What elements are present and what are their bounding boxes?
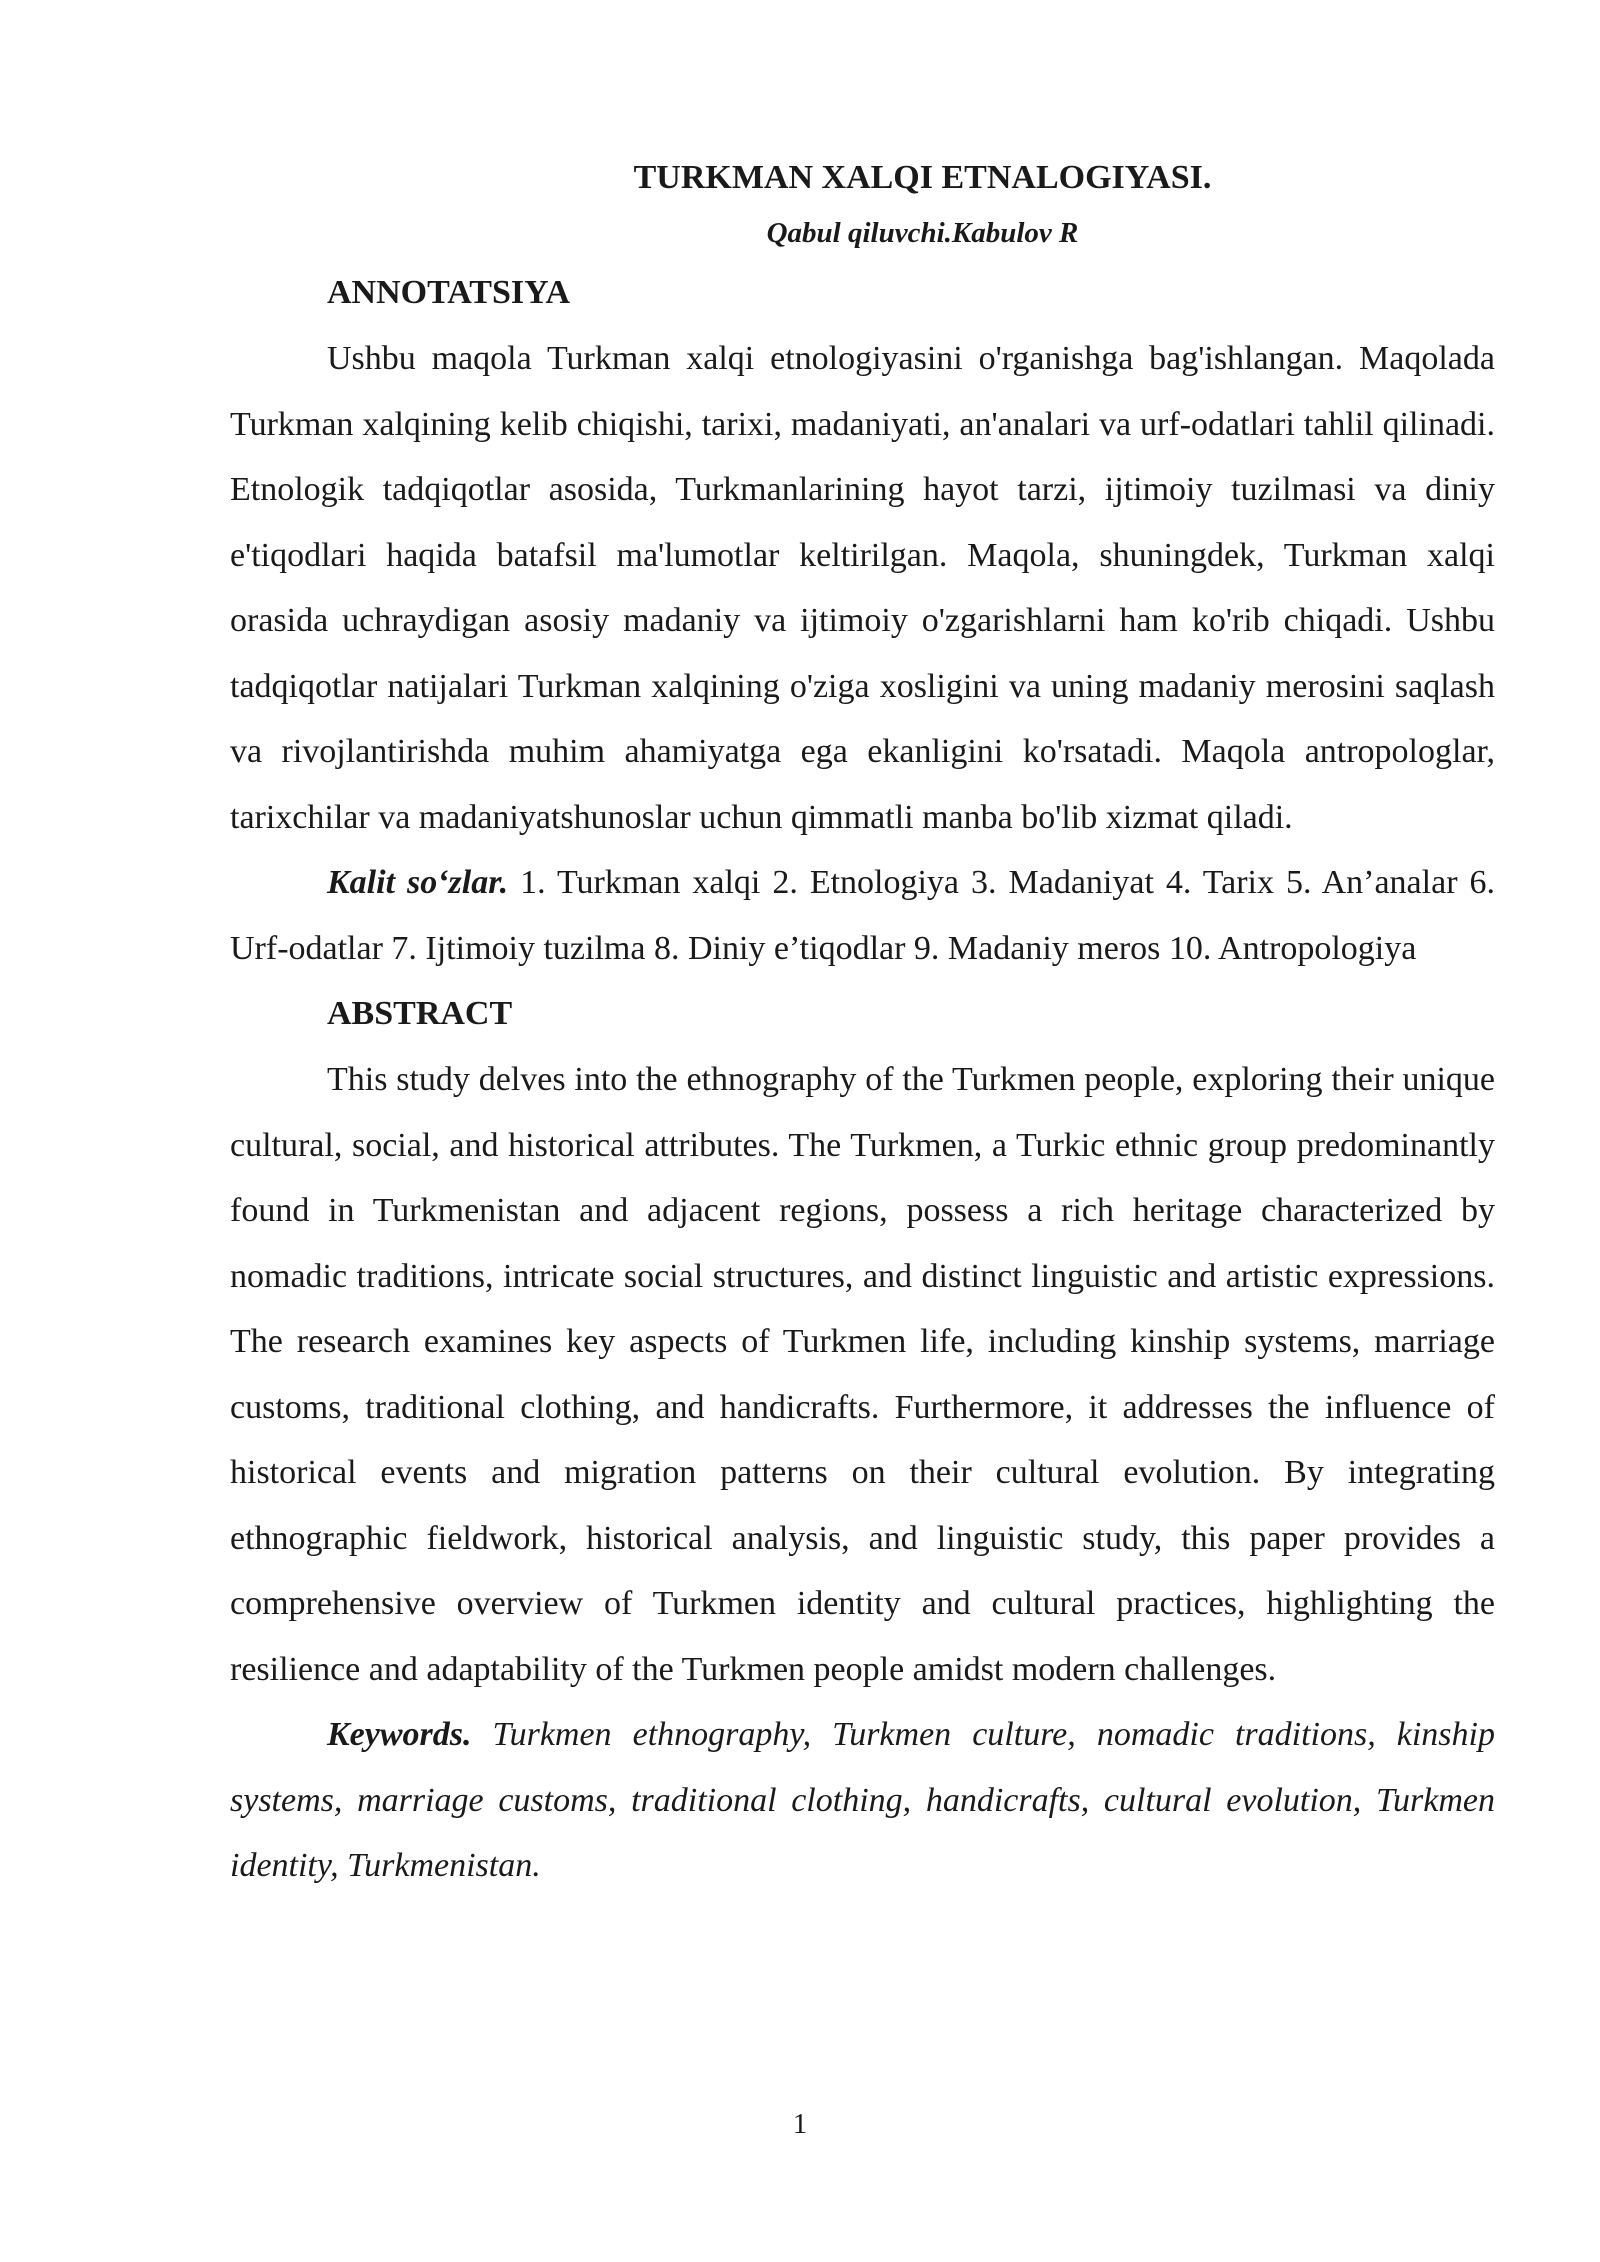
kalit-sozlar-label: Kalit so‘zlar. [327, 864, 509, 901]
kalit-sozlar-paragraph [230, 850, 1495, 981]
document-page [230, 150, 1495, 1899]
abstract-heading: ABSTRACT [327, 995, 513, 1032]
document-author: Qabul qiluvchi.Kabulov R [766, 217, 1079, 249]
abstract-paragraph: This study delves into the ethnography of the Turkmen people, exploring their unique cultural, social, and historical attributes. The Turkmen, a Turkic ethnic group predominantly found in Turkmenistan and adjacent regions, possess a rich heritage characterized by nomadic traditions, intricate social structures, and distinct linguistic and artistic expressions. The research examines key aspects of Turkmen life, including kinship systems, marriage customs, traditional clothing, and handicrafts. Furthermore, it addresses the influence of historical events and migration patterns on their cultural evolution. By integrating ethnographic fieldwork, historical analysis, and linguistic study, this paper provides a comprehensive overview of Turkmen identity and cultural practices, highlighting the resilience and adaptability of the Turkmen people amidst modern challenges. [230, 1061, 1495, 1688]
keywords-text: Turkmen ethnography, Turkmen culture, nomadic traditions, kinship systems, marriage customs, traditional clothing, handicrafts, cultural evolution, Turkmen identity, Turkmenistan. [230, 1716, 1495, 1884]
annotation-heading: ANNOTATSIYA [327, 274, 571, 311]
keywords-paragraph [230, 1702, 1495, 1899]
page-number: 1 [792, 2108, 808, 2140]
annotation-paragraph: Ushbu maqola Turkman xalqi etnologiyasini o'rganishga bag'ishlangan. Maqolada Turkman xalqining kelib chiqishi, tarixi, madaniyati, an'analari va urf-odatlari tahlil qilinadi. Etnologik tadqiqotlar asosida, Turkmanlarining hayot tarzi, ijtimoiy tuzilmasi va diniy e'tiqodlari haqida batafsil ma'lumotlar keltirilgan. Maqola, shuningdek, Turkman xalqi orasida uchraydigan asosiy madaniy va ijtimoiy o'zgarishlarni ham ko'rib chiqadi. Ushbu tadqiqotlar natijalari Turkman xalqining o'ziga xosligini va uning madaniy merosini saqlash va rivojlantirishda muhim ahamiyatga ega ekanligini ko'rsatadi. Maqola antropologlar, tarixchilar va madaniyatshunoslar uchun qimmatli manba bo'lib xizmat qiladi. [230, 340, 1495, 836]
keywords-label: Keywords. [327, 1716, 472, 1753]
document-title: TURKMAN XALQI ETNALOGIYASI. [633, 159, 1212, 196]
kalit-sozlar-text: 1. Turkman xalqi 2. Etnologiya 3. Madaniyat 4. Tarix 5. An’analar 6. Urf-odatlar 7. Ijtimoiy tuzilma 8. Diniy e’tiqodlar 9. Madaniy meros 10. Antropologiya [230, 864, 1495, 967]
